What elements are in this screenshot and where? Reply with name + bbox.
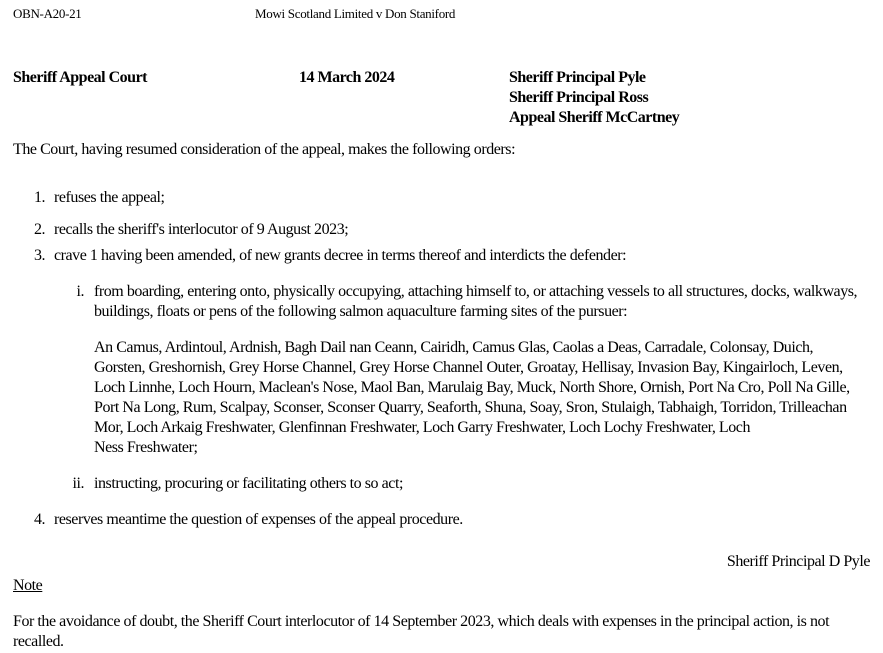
court-date: 14 March 2024	[299, 69, 395, 86]
signature: Sheriff Principal D Pyle	[726, 553, 870, 570]
sites-line: An Camus, Ardintoul, Ardnish, Bagh Dail nan Ceann, Cairidh, Camus Glas, Caolas a Deas, Carradale, Colonsay, Duich,	[94, 339, 814, 356]
sub-order-number: i.	[76, 283, 84, 300]
sub-order-line: buildings, floats or pens of the following salmon aquaculture farming sites of the pursuer:	[94, 303, 628, 320]
note-line: recalled.	[13, 633, 64, 650]
note-heading: Note	[13, 577, 43, 594]
judge-3: Appeal Sheriff McCartney	[509, 109, 680, 126]
sites-line: Gorsten, Greshornish, Grey Horse Channel, Grey Horse Channel Outer, Groatay, Hellisay, Invasion Bay, Kingairloch, Leven,	[94, 359, 843, 376]
sub-order-number: ii.	[72, 475, 84, 492]
document-reference: OBN-A20-21	[13, 6, 82, 21]
judge-2: Sheriff Principal Ross	[509, 89, 649, 106]
case-title: Mowi Scotland Limited v Don Staniford	[255, 6, 456, 21]
court-name: Sheriff Appeal Court	[13, 69, 147, 86]
note-line: For the avoidance of doubt, the Sheriff Court interlocutor of 14 September 2023, which deals with expenses in the principal action, is not	[13, 613, 830, 630]
order-number: 3.	[34, 247, 46, 264]
sites-line: Mor, Loch Arkaig Freshwater, Glenfinnan Freshwater, Loch Garry Freshwater, Loch Lochy Freshwater, Loch	[94, 419, 751, 436]
sites-line: Loch Linnhe, Loch Hourn, Maclean's Nose, Maol Ban, Marulaig Bay, Muck, North Shore, Ornish, Port Na Cro, Poll Na Gille,	[94, 379, 850, 396]
order-text: reserves meantime the question of expenses of the appeal procedure.	[54, 511, 463, 528]
sites-line: Ness Freshwater;	[94, 439, 198, 456]
judge-1: Sheriff Principal Pyle	[509, 69, 646, 86]
sites-line: Port Na Long, Rum, Scalpay, Sconser, Sconser Quarry, Seaforth, Shuna, Soay, Sron, Stulaigh, Tabhaigh, Torridon, Trilleachan	[94, 399, 847, 416]
order-text: refuses the appeal;	[54, 189, 165, 206]
sub-order-line: instructing, procuring or facilitating others to so act;	[94, 475, 403, 492]
order-number: 4.	[34, 511, 46, 528]
order-number: 2.	[34, 221, 46, 238]
sub-order-line: from boarding, entering onto, physically occupying, attaching himself to, or attaching vessels to all structures, docks, walkways,	[94, 283, 858, 300]
order-text: crave 1 having been amended, of new grants decree in terms thereof and interdicts the defender:	[54, 247, 627, 264]
order-number: 1.	[34, 189, 46, 206]
intro-paragraph: The Court, having resumed consideration of the appeal, makes the following orders:	[13, 141, 516, 158]
order-text: recalls the sheriff's interlocutor of 9 August 2023;	[54, 221, 349, 238]
